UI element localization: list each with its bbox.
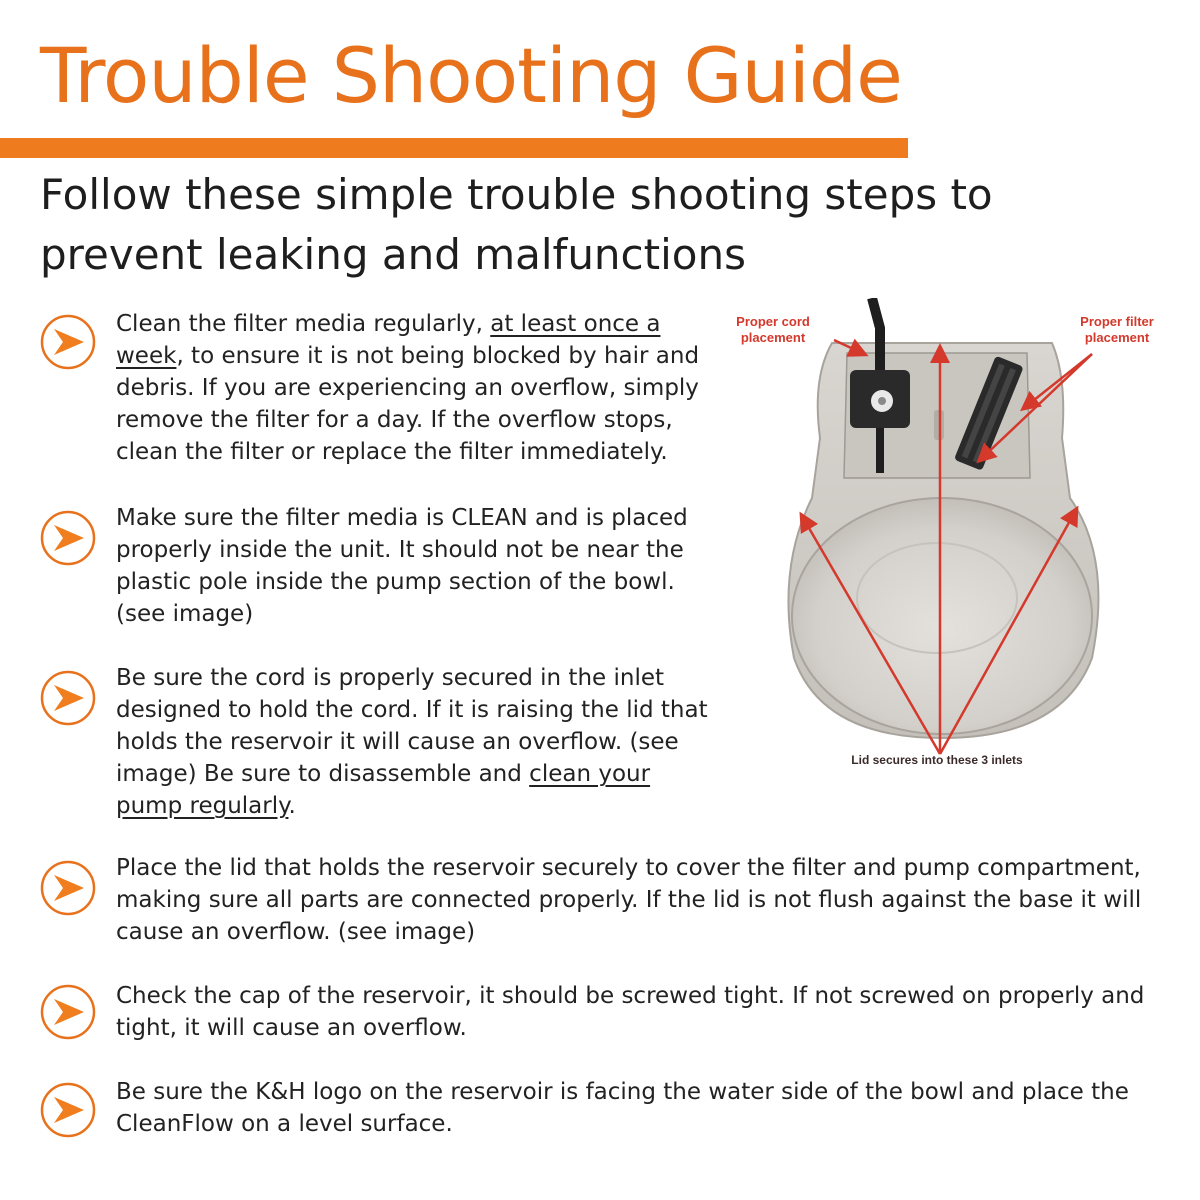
step-6-text: Be sure the K&H logo on the reservoir is facing the water side of the bowl and place the CleanFlow on a level surface.: [116, 1079, 1129, 1137]
title-divider: [0, 138, 908, 158]
orange-arrow-circle-icon: [40, 314, 96, 370]
step-1-link[interactable]: at least once a week: [116, 311, 661, 369]
page-title: Trouble Shooting Guide: [40, 31, 902, 120]
step-3-text: Be sure the cord is properly secured in the inlet designed to hold the cord. If it is raising the lid that holds the reservoir it will cause an overflow. (see image) Be sure to disassemble and clean your pump regularly.: [116, 665, 708, 819]
step-3-link[interactable]: clean your pump regularly: [116, 761, 651, 819]
orange-arrow-circle-icon: [40, 1082, 96, 1138]
orange-arrow-circle-icon: [40, 510, 96, 566]
step-2-text: Make sure the filter media is CLEAN and is placed properly inside the unit. It should not be near the plastic pole inside the pump section of the bowl. (see image): [116, 505, 688, 627]
step-5-text: Check the cap of the reservoir, it should be screwed tight. If not screwed on properly and tight, it will cause an overflow.: [116, 983, 1145, 1041]
cord-label: Proper cord placement: [736, 314, 810, 345]
fountain-photo: [712, 298, 1178, 780]
filter-label: Proper filter placement: [1080, 314, 1154, 345]
orange-arrow-circle-icon: [40, 670, 96, 726]
step-1-text: Clean the filter media regularly, at least once a week, to ensure it is not being blocked by hair and debris. If you are experiencing an overflow, simply remove the filter for a day. If the overflow stops, clean the filter or replace the filter immediately.: [116, 311, 700, 465]
lid-label: Lid secures into these 3 inlets: [851, 753, 1023, 767]
fountain-illustration: [712, 298, 1178, 780]
page-subtitle: Follow these simple trouble shooting steps to prevent leaking and malfunctions: [40, 170, 993, 279]
step-4-text: Place the lid that holds the reservoir securely to cover the filter and pump compartment, making sure all parts are connected properly. If the lid is not flush against the base it will cause an overflow. (see image): [116, 855, 1142, 945]
orange-arrow-circle-icon: [40, 984, 96, 1040]
orange-arrow-circle-icon: [40, 860, 96, 916]
